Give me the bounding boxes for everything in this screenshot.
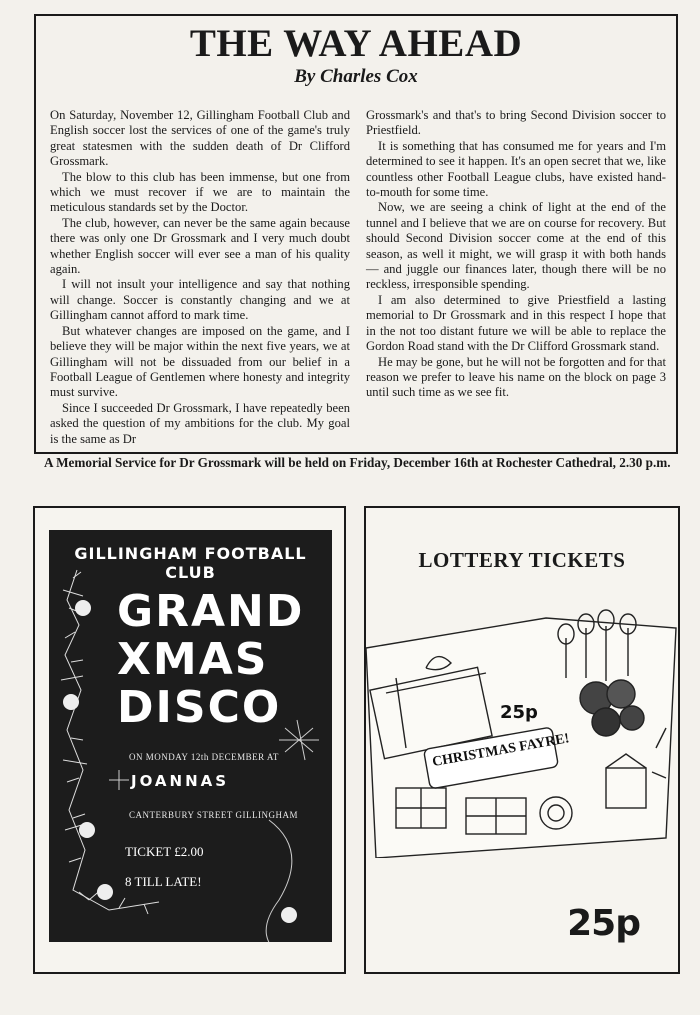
- disco-club-name: GILLINGHAM FOOTBALL CLUB: [74, 544, 307, 582]
- disco-date: ON MONDAY 12th DECEMBER AT: [129, 752, 279, 762]
- article-headline: THE WAY AHEAD: [189, 22, 523, 65]
- article-paragraph: I am also determined to give Priestfield a lasting memorial to Dr Grossmark and in this respect I hope that in the not too distant future we will be able to replace the Gordon Road stand with the Dr Clifford Grossmark stand.: [366, 292, 666, 354]
- disco-ticket-price: TICKET £2.00: [125, 844, 204, 859]
- disco-poster: [49, 530, 332, 942]
- disco-address: CANTERBURY STREET GILLINGHAM: [129, 810, 298, 820]
- disco-title-line2: XMAS: [117, 634, 269, 685]
- disco-title-line1: GRAND: [117, 586, 305, 637]
- lottery-price: 25p: [567, 903, 640, 944]
- article-paragraph: But whatever changes are imposed on the game, and I believe they will be major within the next five years, we at Gillingham will not be dissuaded from our belief in a Football League of Gentlemen where honesty and integrity must survive.: [50, 323, 350, 400]
- memorial-notice: A Memorial Service for Dr Grossmark will be held on Friday, December 16th at Rochester Cathedral, 2.30 p.m.: [44, 455, 671, 470]
- disco-venue: JOANNAS: [131, 772, 230, 790]
- disco-title-line3: DISCO: [117, 682, 282, 733]
- article-paragraph: Grossmark's and that's to bring Second Division soccer to Priestfield.: [366, 108, 666, 138]
- article-paragraph: Now, we are seeing a chink of light at the end of the tunnel and I believe that we are on course for recovery. But should Second Division soccer come at the end of this season, as well it might, we will grasp it with both hands — and juggle our finances later, though there will be no reckless, irresponsible spending.: [366, 200, 666, 292]
- article-column-right: [366, 108, 666, 401]
- lottery-ticket-price: 25p: [500, 702, 538, 723]
- article-paragraph: The blow to this club has been immense, but one from which we must recover if we are to maintain the meticulous standards set by the Doctor.: [50, 169, 350, 215]
- disco-ad-box: [33, 506, 346, 974]
- article-paragraph: It is something that has consumed me for years and I'm determined to see it happen. It's an open secret that we, like countless other Football League clubs, have existed hand-to-mouth for some time.: [366, 138, 666, 200]
- lottery-title: LOTTERY TICKETS: [418, 548, 626, 572]
- article-paragraph: On Saturday, November 12, Gillingham Football Club and English soccer lost the services of one of the game's truly great statesmen with the sudden death of Dr Clifford Grossmark.: [50, 108, 350, 169]
- article-paragraph: I will not insult your intelligence and say that nothing will change. Soccer is constantly changing and we at Gillingham cannot afford to mark time.: [50, 277, 350, 323]
- article-paragraph: The club, however, can never be the same again because there was only one Dr Grossmark and I very much doubt whether English soccer will ever see a man of his quality again.: [50, 215, 350, 277]
- lottery-ad-box: [364, 506, 680, 974]
- christmas-fayre-illustration-icon: [366, 598, 682, 858]
- article-column-left: [50, 108, 350, 447]
- article-box: [34, 14, 678, 454]
- article-paragraph: Since I succeeded Dr Grossmark, I have repeatedly been asked the question of my ambitions for the club. My goal is the same as Dr: [50, 400, 350, 446]
- christmas-fayre-banner: CHRISTMAS FAYRE!: [431, 731, 571, 771]
- article-paragraph: He may be gone, but he will not be forgotten and for that reason we prefer to leave his name on the block on page 3 until such time as we see fit.: [366, 354, 666, 400]
- article-byline: By Charles Cox: [294, 66, 418, 87]
- disco-time: 8 TILL LATE!: [125, 874, 202, 889]
